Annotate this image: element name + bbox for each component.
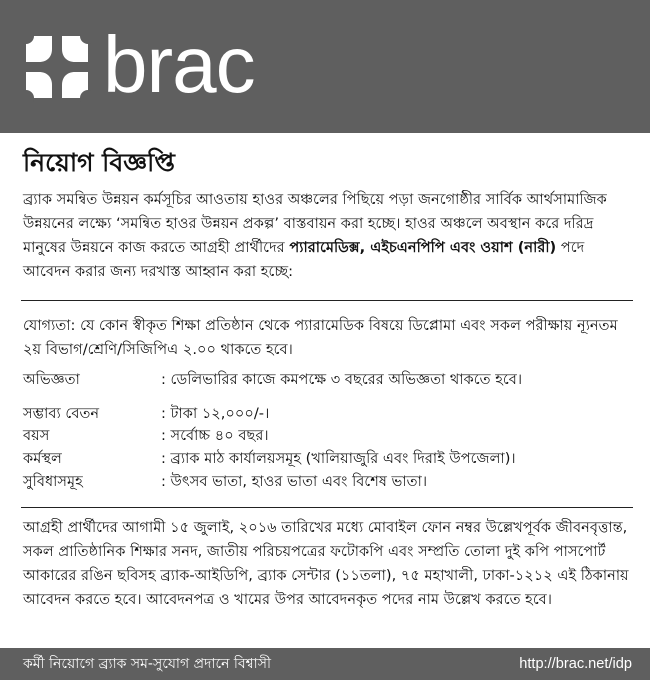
intro-text: ব্র্যাক সমন্বিত উন্নয়ন কর্মসূচির আওতায় হাওর অঞ্চলের পিছিয়ে পড়া জনগোষ্ঠীর সার্বিক আর্থসামাজিক উন্নয়নের লক্ষ্যে ‘সমন্বিত হাওর উন্নয়ন প্রকল্প’ বাস্তবায়ন করা হচ্ছে। হাওর অঞ্চলে অবস্থান করে দরিদ্র মানুষের উন্নয়নে কাজ করতে আগ্রহী প্রার্থীদের (23, 191, 607, 256)
divider-top (21, 300, 633, 301)
footer-url-link[interactable]: http://brac.net/idp (519, 656, 632, 672)
intro-paragraph (23, 188, 633, 284)
detail-row-salary (23, 403, 633, 425)
detail-value: : টাকা ১২,০০০/-। (161, 405, 270, 422)
positions-text: প্যারামেডিক্স, এইচএনপিপি এবং ওয়াশ (নারী) (289, 239, 557, 256)
page-title: নিয়োগ বিজ্ঞপ্তি (23, 148, 175, 177)
detail-label: সুবিধাসমূহ (23, 473, 83, 490)
detail-label: সম্ভাব্য বেতন (23, 405, 100, 422)
brac-butterfly-logo-icon (22, 32, 92, 102)
detail-value: : উৎসব ভাতা, হাওর ভাতা এবং বিশেষ ভাতা। (161, 473, 428, 490)
intro-suffix: পদে আবেদন করার জন্য দরখাস্ত আহ্বান করা হচ্ছে: (23, 239, 585, 280)
detail-value: : ডেলিভারির কাজে কমপক্ষে ৩ বছরের অভিজ্ঞতা থাকতে হবে। (161, 371, 523, 388)
divider-bottom (21, 507, 633, 508)
footer-bar (0, 648, 650, 680)
detail-row-age (23, 425, 633, 447)
application-paragraph: আগ্রহী প্রার্থীদের আগামী ১৫ জুলাই, ২০১৬ তারিখের মধ্যে মোবাইল ফোন নম্বর উল্লেখপূর্বক জীবনবৃত্তান্ত, সকল প্রাতিষ্ঠানিক শিক্ষার সনদ, জাতীয় পরিচয়পত্রের ফটোকপি এবং সম্প্রতি তোলা দুই কপি পাসপোর্ট আকারের রঙিন ছবিসহ ব্র্যাক-আইডিপি, ব্র্যাক সেন্টার (১১তলা), ৭৫ মহাখালী, ঢাকা-১২১২ এই ঠিকানায় আবেদন করতে হবে। আবেদনপত্র ও খামের উপর আবেদনকৃত পদের নাম উল্লেখ করতে হবে। (23, 519, 629, 608)
detail-value: : ব্র্যাক মাঠ কার্যালয়সমূহ (খালিয়াজুরি এবং দিরাই উপজেলা)। (161, 450, 516, 467)
detail-row-benefits (23, 471, 633, 493)
detail-value: : সর্বোচ্চ ৪০ বছর। (161, 427, 269, 444)
detail-label: কর্মস্থল (23, 450, 62, 467)
detail-row-experience (23, 369, 633, 391)
detail-row-workplace (23, 448, 633, 470)
header-banner (0, 0, 650, 133)
footer-slogan: কর্মী নিয়োগে ব্র্যাক সম-সুযোগ প্রদানে বিশ্বাসী (23, 656, 271, 672)
brac-logo-text: brac (103, 20, 255, 109)
detail-label: অভিজ্ঞতা (23, 371, 80, 388)
detail-label: বয়স (23, 427, 50, 444)
qualification-text: যোগ্যতা: যে কোন স্বীকৃত শিক্ষা প্রতিষ্ঠান থেকে প্যারামেডিক বিষয়ে ডিপ্লোমা এবং সকল পরীক্ষায় ন্যূনতম ২য় বিভাগ/শ্রেণি/সিজিপিএ ২.০০ থাকতে হবে। (23, 317, 618, 358)
